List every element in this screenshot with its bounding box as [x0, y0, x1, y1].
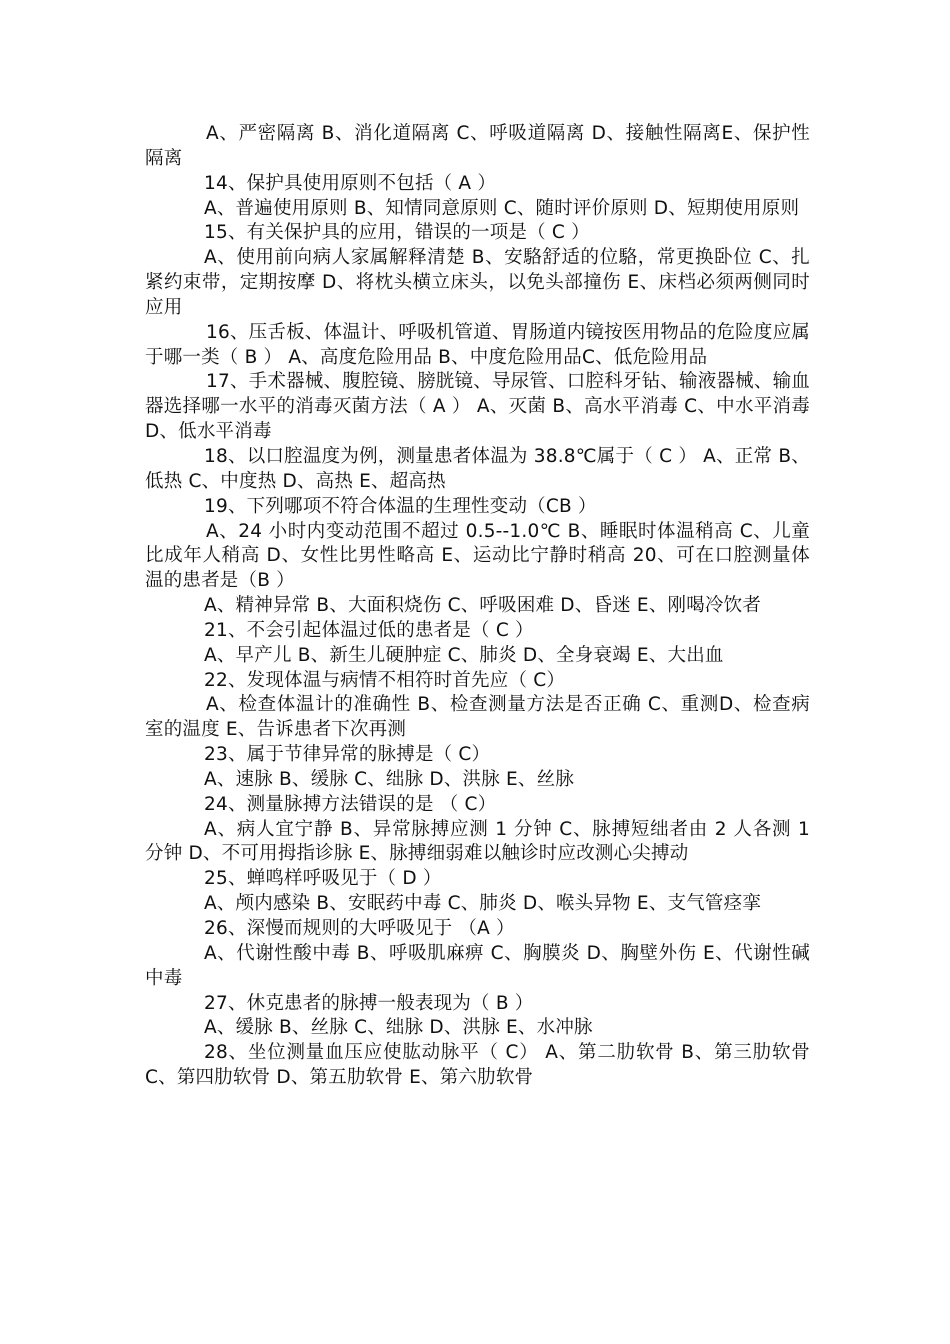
question-21: 21、不会引起体温过低的患者是（ C ）	[204, 619, 534, 641]
question-22: 22、发现体温与病情不相符时首先应（ C）	[204, 669, 566, 691]
answer-options-14: A、普遍使用原则 B、知情同意原则 C、随时评价原则 D、短期使用原则	[204, 197, 800, 219]
question-27: 27、休克患者的脉搏一般表现为（ B ）	[204, 992, 534, 1014]
question-16: 16、压舌板、体温计、呼吸机管道、胃肠道内镜按医用物品的危险度应属于哪一类（ B ） A、高度危险用品 B、中度危险用品C、低危险用品	[145, 321, 810, 368]
answer-options-27: A、缓脉 B、丝脉 C、绌脉 D、洪脉 E、水冲脉	[204, 1017, 593, 1039]
answer-options-23: A、速脉 B、缓脉 C、绌脉 D、洪脉 E、丝脉	[204, 768, 575, 790]
answer-options-26: A、代谢性酸中毒 B、呼吸肌麻痹 C、胸膜炎 D、胸壁外伤 E、代谢性碱中毒	[145, 942, 810, 989]
answer-options-13: A、严密隔离 B、消化道隔离 C、呼吸道隔离 D、接触性隔离E、保护性隔离	[145, 123, 810, 169]
answer-options-24: A、病人宜宁静 B、异常脉搏应测 1 分钟 C、脉搏短绌者由 2 人各测 1 分钟 D、不可用拇指诊脉 E、脉搏细弱难以触诊时应改测心尖搏动	[145, 818, 810, 865]
answer-options-15: A、使用前向病人家属解释清楚 B、安駱舒适的位駱，常更换卧位 C、扎紧约束带，定期按摩 D、将枕头横立床头，以免头部撞伤 E、床档必须两侧同时应用	[145, 247, 810, 318]
question-17: 17、手术器械、腹腔镜、膀胱镜、导尿管、口腔科牙钻、输液器械、输血器选择哪一水平的消毒灭菌方法（ A ） A、灭菌 B、高水平消毒 C、中水平消毒 D、低水平消毒	[145, 371, 810, 443]
answer-options-21: A、早产儿 B、新生儿硬肿症 C、肺炎 D、全身衰竭 E、大出血	[204, 644, 724, 666]
answer-options-19: A、24 小时内变动范围不超过 0.5--1.0℃ B、睡眠时体温稍高 C、儿童比成年人稍高 D、女性比男性略高 E、运动比宁静时稍高 20、可在口腔测量体温的患者是（B ）	[145, 520, 810, 592]
question-15: 15、有关保护具的应用，错误的一项是（ C ）	[204, 222, 590, 244]
answer-options-22: A、检查体温计的准确性 B、检查测量方法是否正确 C、重测D、检查病室的温度 E、告诉患者下次再测	[145, 694, 810, 741]
question-14: 14、保护具使用原则不包括（ A ）	[204, 172, 497, 194]
question-26: 26、深慢而规则的大呼吸见于 （A ）	[204, 918, 515, 939]
answer-options-20: A、精神异常 B、大面积烧伤 C、呼吸困难 D、昏迷 E、刚喝冷饮者	[204, 595, 762, 617]
question-19: 19、下列哪项不符合体温的生理性变动（CB ）	[204, 495, 597, 517]
question-24: 24、测量脉搏方法错误的是 （ C）	[204, 793, 497, 815]
question-18: 18、以口腔温度为例，测量患者体温为 38.8℃属于（ C ） A、正常 B、低热 C、中度热 D、高热 E、超高热	[145, 445, 810, 492]
question-25: 25、蝉鸣样呼吸见于（ D ）	[204, 868, 442, 890]
question-23: 23、属于节律异常的脉搏是（ C）	[204, 744, 491, 766]
question-28: 28、坐位测量血压应使肱动脉平（ C） A、第二肋软骨 B、第三肋软骨 C、第四肋软骨 D、第五肋软骨 E、第六肋软骨	[145, 1042, 810, 1089]
answer-options-25: A、颅内感染 B、安眠药中毒 C、肺炎 D、喉头异物 E、支气管痉挛	[204, 893, 762, 915]
document-body	[145, 122, 810, 1091]
